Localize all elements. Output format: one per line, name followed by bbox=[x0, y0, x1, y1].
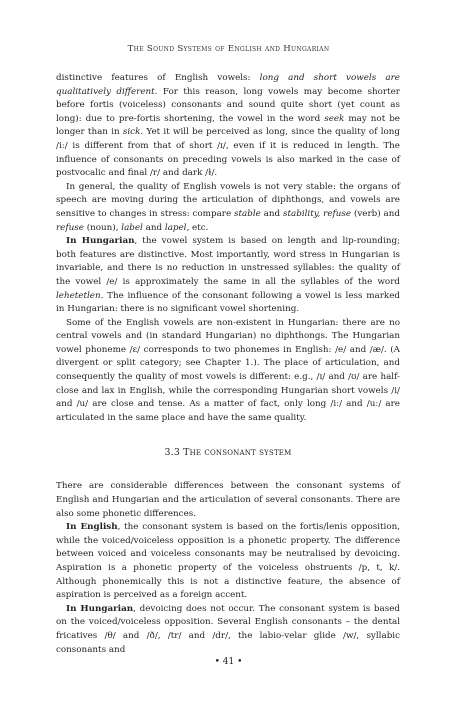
text-span: etc. bbox=[189, 222, 209, 233]
italic-example: stable bbox=[234, 208, 261, 219]
bold-lead-in: In English bbox=[66, 522, 118, 533]
page-number: • 41 • bbox=[214, 657, 243, 667]
text-span: , devoicing does not occur. The consonant system is based on the voiced/voiceless opposition. Several English consonants – the dental fricatives /θ/ and /ð/, /tr/ and /dr/, the labio-velar glide /w/, syllabic consonants and bbox=[56, 603, 400, 655]
italic-example: stability, refuse bbox=[283, 208, 352, 219]
italic-emphasis: long and short vowels are qualitatively different. bbox=[56, 73, 400, 97]
text-span: may not be longer than in bbox=[56, 113, 400, 138]
text-span: Yet it will be perceived as long, since the quality of long /iː/ is different from that of short /ɪ/, even if it is reduced in length. The influence of consonants on preceding vowels is also marked in the case of postvocalic and final /r/ and dark /ɫ/. bbox=[56, 127, 400, 179]
italic-example: sick. bbox=[122, 127, 144, 138]
text-span: , the vowel system is based on length and lip-rounding; both features are distinctive. Most importantly, word stress in Hungarian is invariable, and there is no reduction in unstressed syllables: the quality of the vowel /e/ is approximately the same in all the syllables of the word bbox=[56, 236, 401, 287]
section-heading: 3.3 The consonant system bbox=[164, 447, 292, 459]
italic-example: lehetetlen. bbox=[56, 290, 104, 301]
text-span: The influence of the consonant following a vowel is less marked in Hungarian: there is no significant vowel shortening. bbox=[56, 290, 400, 315]
bold-lead-in: In Hungarian bbox=[66, 236, 135, 247]
italic-example: label bbox=[121, 222, 143, 233]
running-head: The Sound Systems of English and Hungarian bbox=[127, 44, 330, 54]
italic-example: seek bbox=[324, 113, 345, 124]
text-span: In general, the quality of English vowels is not very stable: the organs of speech are moving during the articulation of diphthongs, and vowels are sensitive to changes in stress: compare bbox=[56, 181, 400, 219]
text-span: (noun), bbox=[83, 222, 122, 233]
page-body bbox=[56, 72, 400, 657]
paragraph-english-consonants bbox=[56, 521, 400, 603]
text-span: distinctive features of English vowels: bbox=[56, 73, 260, 83]
text-span: For this reason, long vowels may become shorter before fortis (voiceless) consonants and sound quite short (yet count as long): due to pre-fortis shortening, the vowel in the word bbox=[56, 86, 400, 124]
text-span: (verb) and bbox=[351, 208, 401, 219]
paragraph-vowel-comparison bbox=[56, 317, 400, 426]
text-span: There are considerable differences between the consonant systems of English and Hungarian and the articulation of several consonants. There are also some phonetic differences. bbox=[56, 481, 400, 519]
text-span: Some of the English vowels are non-existent in Hungarian: there are no central vowels and (in standard Hungarian) no diphthongs. The Hungarian vowel phoneme /ɛ/ corresponds to two phonemes in English: /e/ and /æ/. (A divergent or split category; see Chapter 1.). The place of articulation, and consequently the quality of most vowels is different: e.g., /ɪ/ and /ʊ/ are half-close and lax in English, while the corresponding Hungarian short vowels /i/ and /u/ are close and tense. As a matter of fact, only long /iː/ and /uː/ are articulated in the same place and have the same quality. bbox=[56, 317, 400, 423]
text-span: and bbox=[260, 208, 284, 219]
text-span: and bbox=[142, 222, 165, 233]
text-span: , the consonant system is based on the fortis/lenis opposition, while the voiced/voiceless opposition is a phonetic property. The difference between voiced and voiceless consonants may be neutralised by devoicing. Aspiration is a phonetic property of the voiceless obstruents /p, t, k/. Although phonemically this is not a distinctive feature, the absence of aspiration is perceived as a foreign accent. bbox=[56, 522, 400, 601]
bold-lead-in: In Hungarian bbox=[66, 603, 134, 614]
italic-example: refuse bbox=[56, 222, 84, 233]
paragraph-vowel-quality bbox=[56, 181, 400, 235]
italic-example: lapel, bbox=[164, 222, 190, 233]
paragraph-hungarian-vowels bbox=[56, 235, 400, 317]
paragraph-vowel-length bbox=[56, 72, 400, 181]
paragraph-consonant-intro bbox=[56, 480, 400, 521]
paragraph-hungarian-consonants bbox=[56, 603, 400, 657]
